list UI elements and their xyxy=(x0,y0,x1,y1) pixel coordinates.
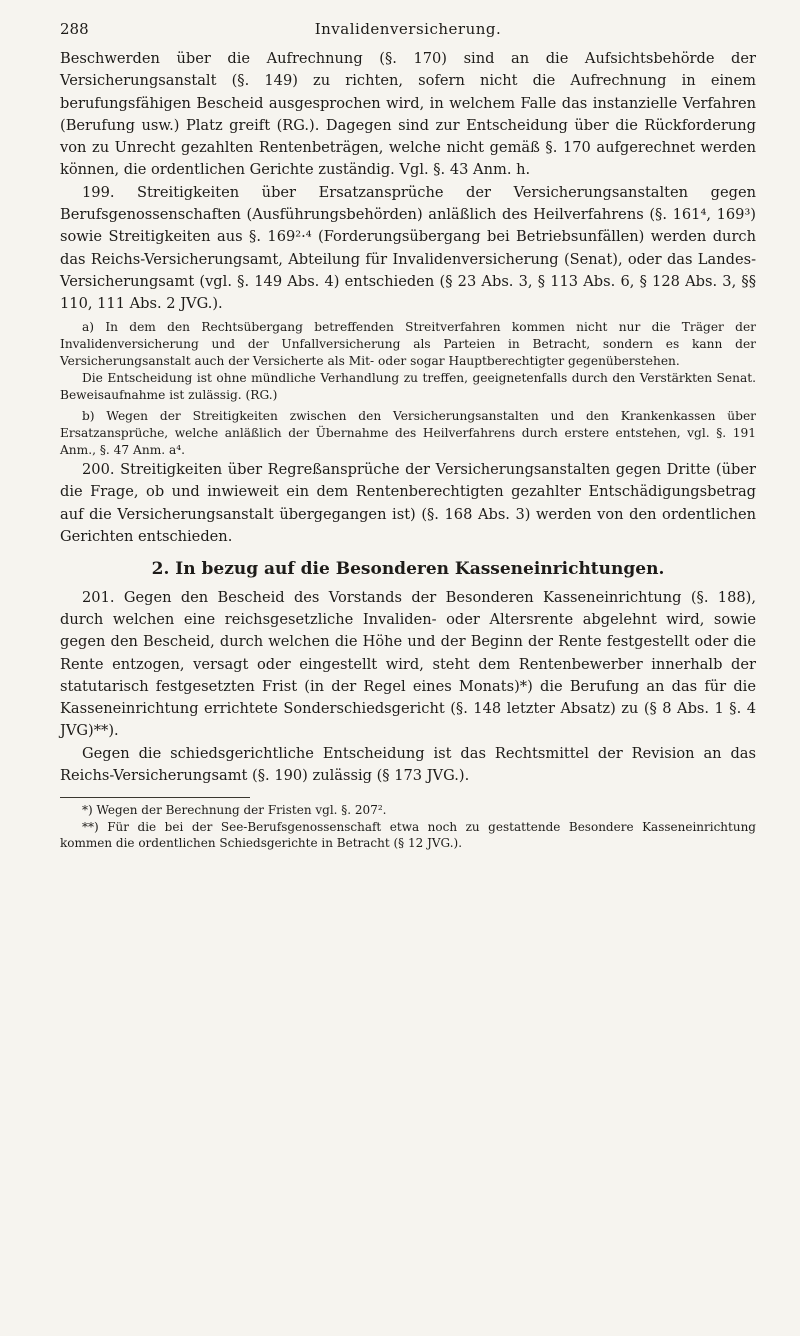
page-header xyxy=(60,18,756,48)
footnotes xyxy=(60,797,756,852)
page-number: 288 xyxy=(60,20,89,38)
paragraph-198-continuation: Beschwerden über die Aufrechnung (§. 170) sind an die Aufsichtsbehörde der Versicherungsanstalt (§. 149) zu richten, sofern nicht die Aufrechnung in einem berufungsfähigen Bescheid ausgesprochen wird, in welchem Falle das instanzielle Verfahren (Berufung usw.) Platz greift (RG.). Dagegen sind zur Entscheidung über die Rückforderung von zu Unrecht gezahlten Rentenbeträgen, welche nicht gemäß §. 170 aufgerechnet werden können, die ordentlichen Gerichte zuständig. Vgl. §. 43 Anm. h. xyxy=(60,50,756,179)
footnote-rule xyxy=(60,797,250,798)
page-content xyxy=(60,48,756,852)
note-199-b xyxy=(60,408,756,460)
running-title: Invalidenversicherung. xyxy=(314,20,502,38)
note-text: b) Wegen der Streitigkeiten zwischen den Versicherungsanstalten und den Krankenkassen über Ersatzansprüche, welche anläßlich der Übernahme des Heilverfahrens durch erstere entstehen, vgl. §. 191 Anm., §. 47 Anm. a⁴. xyxy=(60,408,756,457)
note-text: a) In dem den Rechtsübergang betreffenden Streitverfahren kommen nicht nur die Träger der Invalidenversicherung und der Unfallversicherung als Parteien in Betracht, sondern es kann der Versicherungsanstalt auch der Versicherte als Mit- oder sogar Hauptberechtigter gegenüberstehen. xyxy=(60,319,756,368)
note-text: Die Entscheidung ist ohne mündliche Verhandlung zu treffen, geeignetenfalls durch den Verstärkten Senat. Beweisaufnahme ist zulässig. (RG.) xyxy=(60,371,756,403)
paragraph-201-continued: Gegen die schiedsgerichtliche Entscheidung ist das Rechtsmittel der Revision an das Reichs-Versicherungsamt (§. 190) zulässig (§ 173 JVG.). xyxy=(60,744,756,785)
footnote-1: *) Wegen der Berechnung der Fristen vgl. §. 207². xyxy=(82,803,387,818)
footnote-2: **) Für die bei der See-Berufsgenossenschaft etwa noch zu gestattende Besondere Kasseneinrichtung kommen die ordentlichen Schiedsgerichte in Betracht (§ 12 JVG.). xyxy=(60,819,756,851)
paragraph-199: 199. Streitigkeiten über Ersatzansprüche der Versicherungsanstalten gegen Berufsgenossenschaften (Ausführungsbehörden) anläßlich des Heilverfahrens (§. 161⁴, 169³) sowie Streitigkeiten aus §. 169²·⁴ (Forderungsübergang bei Betriebsunfällen) werden durch das Reichs-Versicherungsamt, Abteilung für Invalidenversicherung (Senat), oder das Landes-Versicherungsamt (vgl. §. 149 Abs. 4) entschieden (§ 23 Abs. 3, § 113 Abs. 6, § 128 Abs. 3, §§ 110, 111 Abs. 2 JVG.). xyxy=(60,183,756,313)
note-199-a xyxy=(60,319,756,405)
paragraph-201: 201. Gegen den Bescheid des Vorstands der Besonderen Kasseneinrichtung (§. 188), durch welchen eine reichsgesetzliche Invaliden- oder Altersrente abgelehnt wird, sowie gegen den Bescheid, durch welchen die Höhe und der Beginn der Rente festgestellt oder die Rente entzogen, versagt oder eingestellt wird, steht dem Rentenbewerber innerhalb der statutarisch festgesetzten Frist (in der Regel eines Monats)*) die Berufung an das für die Kasseneinrichtung errichtete Sonderschiedsgericht (§. 148 letzter Absatz) zu (§ 8 Abs. 1 §. 4 JVG)**). xyxy=(60,588,756,740)
section-heading: 2. In bezug auf die Besonderen Kasseneinrichtungen. xyxy=(151,559,665,580)
paragraph-200: 200. Streitigkeiten über Regreßansprüche der Versicherungsanstalten gegen Dritte (über die Frage, ob und inwieweit ein dem Rentenberechtigten gezahlter Entschädigungsbetrag auf die Versicherungsanstalt übergegangen ist) (§. 168 Abs. 3) werden von den ordentlichen Gerichten entschieden. xyxy=(60,461,756,546)
